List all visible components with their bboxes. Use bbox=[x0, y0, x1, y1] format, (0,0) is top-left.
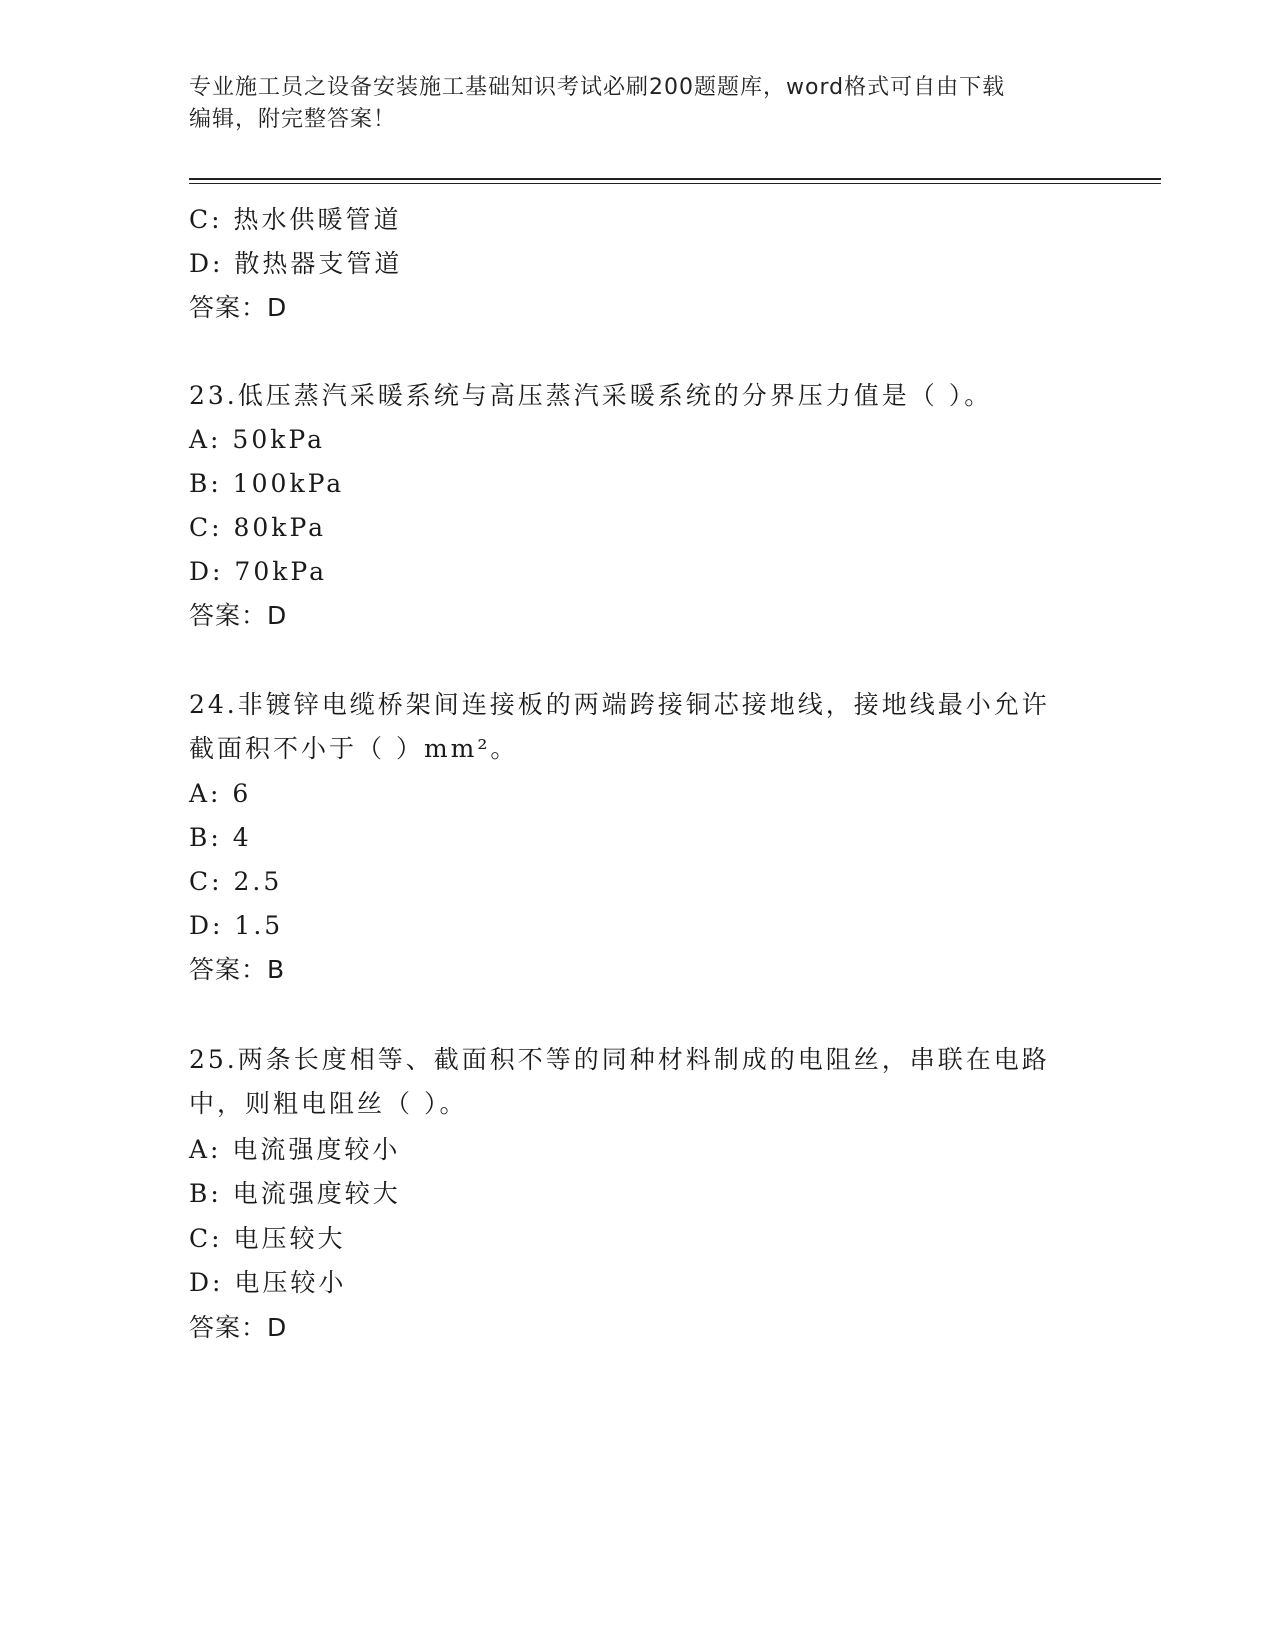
q22-answer: 答案：D bbox=[189, 293, 288, 322]
q23-option-c: C: 80kPa bbox=[189, 513, 327, 542]
q25-option-c: C: 电压较大 bbox=[189, 1224, 346, 1253]
q24-answer: 答案：B bbox=[189, 955, 286, 984]
header-title-line-1: 专业施工员之设备安装施工基础知识考试必刷200题题库，word格式可自由下载 bbox=[189, 75, 1006, 100]
q22-option-d: D: 散热器支管道 bbox=[189, 249, 403, 278]
q25-option-d: D: 电压较小 bbox=[189, 1268, 347, 1297]
header-title-line-2: 编辑，附完整答案！ bbox=[189, 107, 397, 132]
header-rule-thin bbox=[189, 183, 1161, 184]
document-header bbox=[189, 72, 1089, 136]
q25-question-line-1: 25.两条长度相等、截面积不等的同种材料制成的电阻丝，串联在电路 bbox=[189, 1045, 1050, 1074]
q23-option-a: A: 50kPa bbox=[189, 425, 325, 454]
q23-option-d: D: 70kPa bbox=[189, 557, 327, 586]
q25-option-b: B: 电流强度较大 bbox=[189, 1179, 401, 1208]
q24-option-b: B: 4 bbox=[189, 823, 252, 852]
q22-option-c: C: 热水供暖管道 bbox=[189, 205, 402, 234]
header-rule-thick bbox=[189, 178, 1161, 180]
q24-option-c: C: 2.5 bbox=[189, 867, 283, 896]
q23-option-b: B: 100kPa bbox=[189, 469, 345, 498]
q23-question: 23.低压蒸汽采暖系统与高压蒸汽采暖系统的分界压力值是（ ）。 bbox=[189, 381, 993, 410]
q25-option-a: A: 电流强度较小 bbox=[189, 1135, 401, 1164]
q24-option-a: A: 6 bbox=[189, 779, 252, 808]
q23-answer: 答案：D bbox=[189, 601, 288, 630]
q24-option-d: D: 1.5 bbox=[189, 911, 284, 940]
q24-question-line-2: 截面积不小于（ ）mm²。 bbox=[189, 734, 519, 763]
q25-answer: 答案：D bbox=[189, 1313, 288, 1342]
q25-question-line-2: 中，则粗电阻丝（ ）。 bbox=[189, 1089, 468, 1118]
q24-question-line-1: 24.非镀锌电缆桥架间连接板的两端跨接铜芯接地线，接地线最小允许 bbox=[189, 690, 1050, 719]
